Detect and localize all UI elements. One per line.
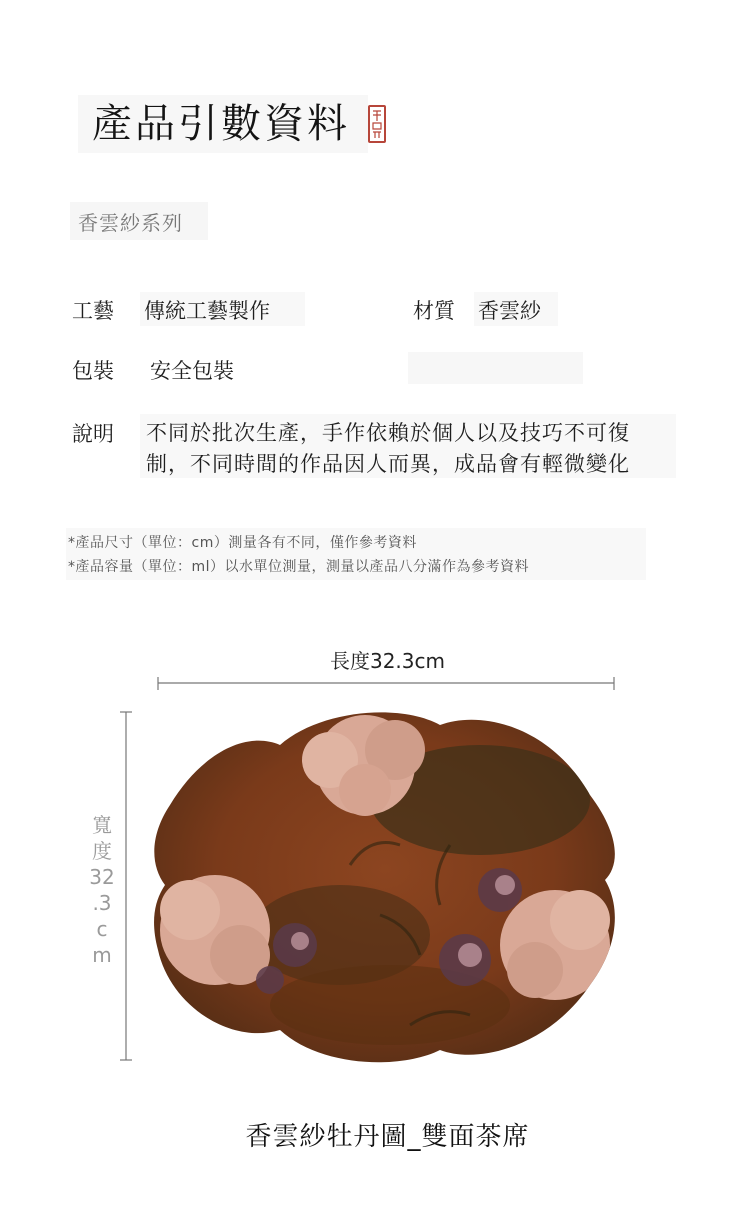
- tea-mat-image: [150, 705, 620, 1070]
- length-label: 長度32.3cm: [329, 649, 445, 673]
- page-title: 產品引數資料: [92, 101, 350, 147]
- width-char: c: [96, 917, 108, 941]
- product-caption: 香雲紗牡丹圖_雙面茶席: [245, 1122, 530, 1152]
- craft-label: 工藝: [72, 299, 114, 323]
- width-char: m: [92, 943, 112, 967]
- packaging-label: 包裝: [72, 359, 114, 383]
- packaging-value: 安全包裝: [150, 359, 234, 383]
- note-size: *產品尺寸（單位：cm）測量各有不同，僅作參考資料: [68, 535, 417, 551]
- width-char: 度: [92, 839, 112, 863]
- material-label: 材質: [413, 299, 455, 323]
- peony-left: [160, 875, 270, 985]
- note-volume: *產品容量（單位：ml）以水單位測量，測量以產品八分滿作為參考資料: [68, 559, 530, 575]
- width-char: 寬: [92, 813, 112, 837]
- description-line-2: 制，不同時間的作品因人而異，成品會有輕微變化: [146, 452, 630, 476]
- width-char: .3: [92, 891, 112, 915]
- description-label: 說明: [72, 422, 114, 446]
- description-line-1: 不同於批次生產，手作依賴於個人以及技巧不可復: [146, 421, 630, 445]
- material-value: 香雲紗: [478, 299, 541, 323]
- craft-value: 傳統工藝製作: [144, 299, 270, 323]
- series-name: 香雲紗系列: [78, 211, 183, 235]
- peony-right: [500, 890, 610, 1000]
- width-char: 32: [89, 865, 115, 889]
- width-label: [82, 812, 122, 968]
